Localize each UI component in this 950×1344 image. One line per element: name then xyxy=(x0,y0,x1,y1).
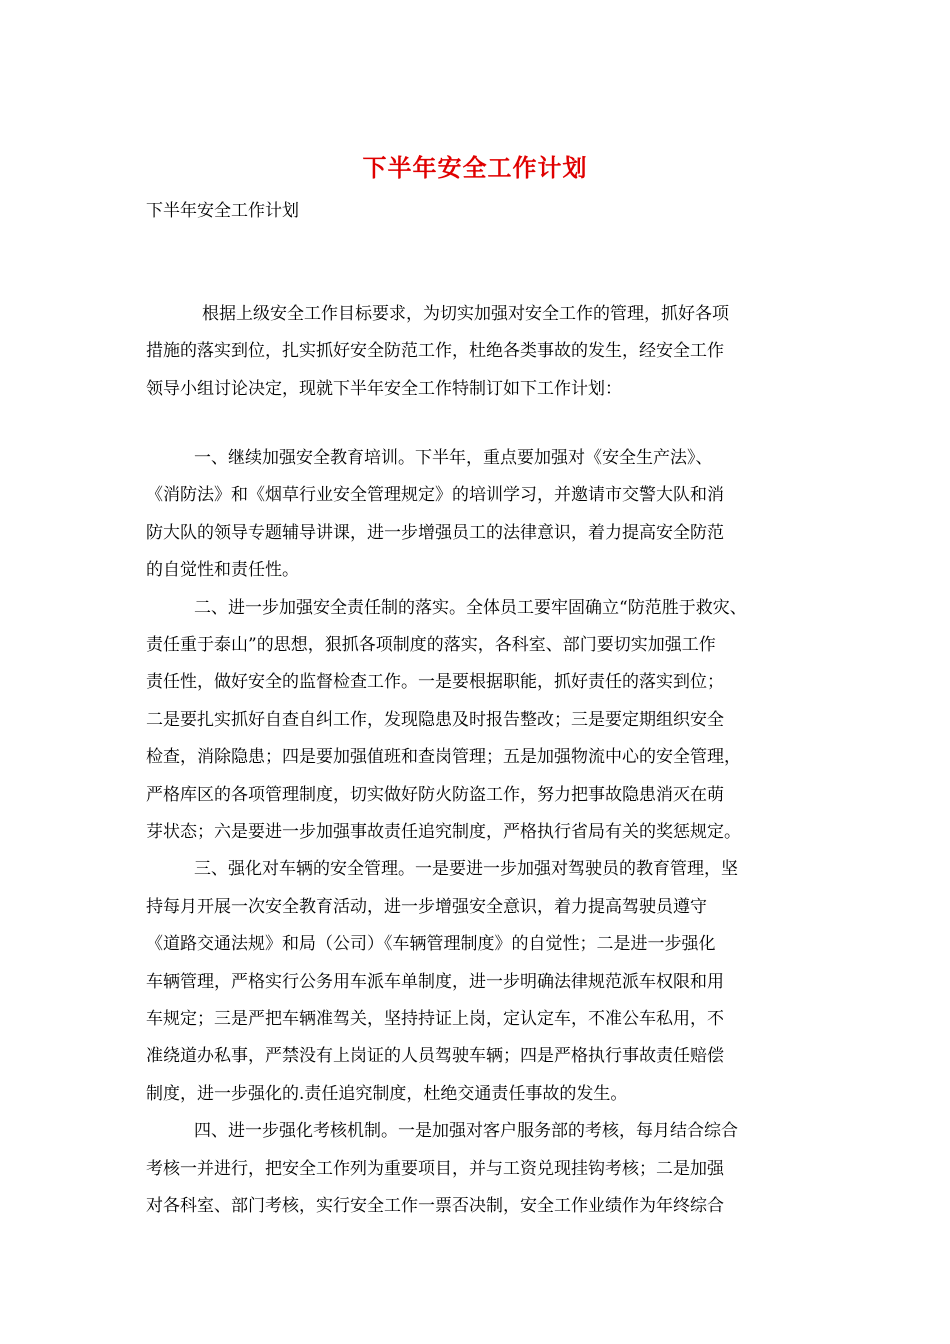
document-title: 下半年安全工作计划 xyxy=(362,153,588,182)
document-subtitle: 下半年安全工作计划 xyxy=(146,201,299,221)
paragraph-line: 车规定；三是严把车辆准驾关，坚持持证上岗，定认定车，不准公车私用，不 xyxy=(146,1009,724,1030)
paragraph-line: 《道路交通法规》和局（公司）《车辆管理制度》的自觉性；二是进一步强化 xyxy=(146,934,716,955)
paragraph-line: 三、强化对车辆的安全管理。一是要进一步加强对驾驶员的教育管理，坚 xyxy=(194,859,738,880)
section-3-paragraph xyxy=(146,851,816,1113)
paragraph-line: 四、进一步强化考核机制。一是加强对客户服务部的考核，每月结合综合 xyxy=(194,1121,738,1142)
paragraph-line: 持每月开展一次安全教育活动，进一步增强安全意识，着力提高驾驶员遵守 xyxy=(146,896,707,917)
paragraph-line: 领导小组讨论决定，现就下半年安全工作特制订如下工作计划： xyxy=(146,378,622,399)
paragraph-line: 准绕道办私事，严禁没有上岗证的人员驾驶车辆；四是严格执行事故责任赔偿 xyxy=(146,1046,724,1067)
paragraph-line: 二、进一步加强安全责任制的落实。全体员工要牢固确立“防范胜于救灾、 xyxy=(194,597,747,618)
paragraph-line: 严格库区的各项管理制度，切实做好防火防盗工作，努力把事故隐患消灭在萌 xyxy=(146,784,724,805)
paragraph-line: 二是要扎实抓好自查自纠工作，发现隐患及时报告整改；三是要定期组织安全 xyxy=(146,709,724,730)
paragraph-line: 措施的落实到位，扎实抓好安全防范工作，杜绝各类事故的发生，经安全工作 xyxy=(146,341,724,362)
paragraph-line: 责任性，做好安全的监督检查工作。一是要根据职能，抓好责任的落实到位； xyxy=(146,672,724,693)
paragraph-line: 对各科室、部门考核，实行安全工作一票否决制，安全工作业绩作为年终综合 xyxy=(146,1196,724,1216)
paragraph-line: 车辆管理，严格实行公务用车派车单制度，进一步明确法律规范派车权限和用 xyxy=(146,971,724,992)
paragraph-line: 一、继续加强安全教育培训。下半年，重点要加强对《安全生产法》、 xyxy=(194,448,713,468)
paragraph-line: 防大队的领导专题辅导讲课，进一步增强员工的法律意识，着力提高安全防范 xyxy=(146,522,724,543)
paragraph-line: 根据上级安全工作目标要求，为切实加强对安全工作的管理，抓好各项 xyxy=(202,304,729,324)
intro-paragraph xyxy=(146,296,816,408)
paragraph-line: 《消防法》和《烟草行业安全管理规定》的培训学习，并邀请市交警大队和消 xyxy=(146,485,724,506)
paragraph-line: 的自觉性和责任性。 xyxy=(146,560,299,581)
paragraph-line: 责任重于泰山”的思想，狠抓各项制度的落实，各科室、部门要切实加强工作 xyxy=(146,635,716,655)
paragraph-line: 检查，消除隐患；四是要加强值班和查岗管理；五是加强物流中心的安全管理， xyxy=(146,747,741,768)
section-4-paragraph xyxy=(146,1113,816,1225)
paragraph-line: 芽状态；六是要进一步加强事故责任追究制度，严格执行省局有关的奖惩规定。 xyxy=(146,822,741,843)
section-1-paragraph xyxy=(146,440,816,590)
section-2-paragraph xyxy=(146,590,816,852)
paragraph-line: 考核一并进行，把安全工作列为重要项目，并与工资兑现挂钩考核；二是加强 xyxy=(146,1158,724,1179)
paragraph-line: 制度，进一步强化的.责任追究制度，杜绝交通责任事故的发生。 xyxy=(146,1083,628,1104)
